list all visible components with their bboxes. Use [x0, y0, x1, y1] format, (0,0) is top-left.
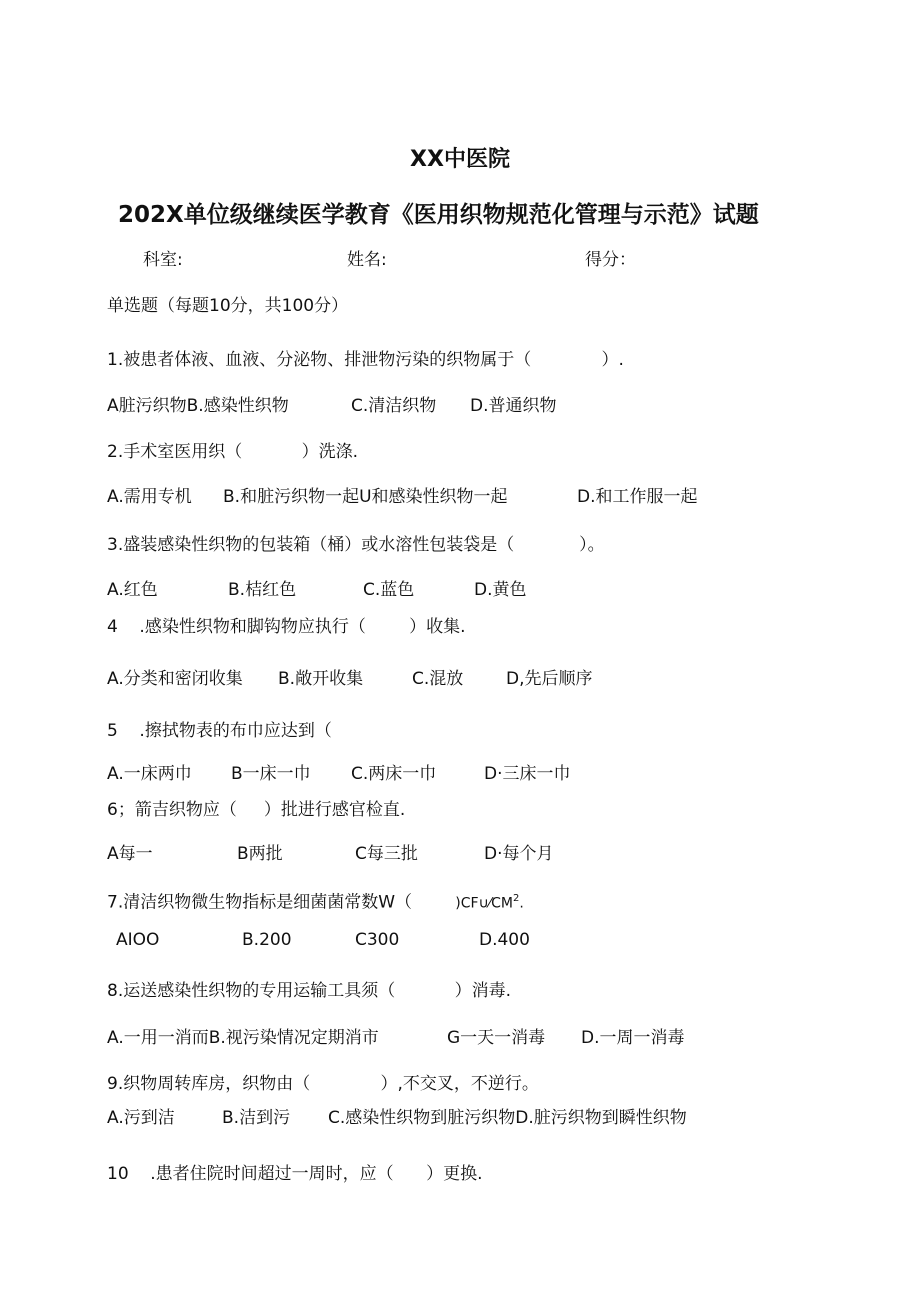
question-9-option: A.污到洁	[107, 1108, 175, 1128]
exam-title: 202X单位级继续医学教育《医用织物规范化管理与示范》试题	[118, 202, 759, 228]
question-7-unit: )CF∪⁄CM	[455, 895, 513, 912]
question-8-option: A.一用一消而B.视污染情况定期消市	[107, 1028, 379, 1048]
question-7-option: D.400	[479, 930, 530, 950]
question-4-option: D,先后顺序	[506, 669, 593, 689]
question-6-option: B两批	[237, 844, 283, 864]
question-8-option: G一天一消毒	[447, 1028, 546, 1048]
name-field-label: 姓名:	[347, 250, 387, 270]
question-1-option: D.普通织物	[470, 396, 557, 416]
question-3-option: D.黄色	[474, 580, 527, 600]
question-1-option: A脏污织物B.感染性织物	[107, 396, 289, 416]
question-8: 8.运送感染性织物的专用运输工具须（ ）消毒.	[107, 981, 512, 1001]
section-heading: 单选题（每题10分，共100分）	[107, 296, 349, 316]
question-3-option: B.桔红色	[228, 580, 297, 600]
question-5-option: B一床一巾	[231, 764, 311, 784]
question-7	[107, 889, 524, 914]
question-1: 1.被患者体液、血液、分泌物、排泄物污染的织物属于（ ）.	[107, 350, 624, 370]
question-5-option: A.一床两巾	[107, 764, 192, 784]
question-7-stem-end: .	[519, 895, 524, 912]
question-7-stem: 7.清洁织物微生物指标是细菌菌常数W（	[107, 892, 456, 913]
question-5-option: D·三床一巾	[484, 764, 571, 784]
question-7-option: C300	[355, 930, 400, 950]
department-field-label: 科室:	[143, 250, 183, 270]
question-4-option: A.分类和密闭收集	[107, 669, 243, 689]
question-1-option: C.清洁织物	[351, 396, 437, 416]
question-3: 3.盛装感染性织物的包装箱（桶）或水溶性包装袋是（ ）。	[107, 535, 605, 555]
hospital-name: XX中医院	[410, 147, 510, 172]
question-2-option: D.和工作服一起	[577, 487, 698, 507]
question-2: 2.手术室医用织（ ）洗涤.	[107, 442, 359, 462]
question-6-option: D·每个月	[484, 844, 554, 864]
question-7-unit-superscript: 2	[513, 893, 520, 904]
question-6-option: A每一	[107, 844, 153, 864]
question-9: 9.织物周转库房，织物由（ ）,不交叉，不逆行。	[107, 1074, 539, 1094]
question-8-option: D.一周一消毒	[581, 1028, 685, 1048]
question-5: 5 .擦拭物表的布巾应达到（	[107, 721, 332, 741]
question-9-option: B.洁到污	[222, 1108, 291, 1128]
question-5-option: C.两床一巾	[351, 764, 437, 784]
score-field-label: 得分：	[585, 250, 636, 270]
question-3-option: C.蓝色	[363, 580, 415, 600]
question-4-option: B.敞开收集	[278, 669, 364, 689]
question-7-option: AIOO	[116, 930, 160, 950]
question-2-option: A.需用专机	[107, 487, 192, 507]
question-10: 10 .患者住院时间超过一周时，应（ ）更换.	[107, 1164, 483, 1184]
question-4: 4 .感染性织物和脚钩物应执行（ ）收集.	[107, 617, 466, 637]
question-9-option: C.感染性织物到脏污织物D.脏污织物到瞬性织物	[328, 1108, 687, 1128]
question-6: 6；箭吉织物应（ ）批进行感官检直.	[107, 800, 406, 820]
question-4-option: C.混放	[412, 669, 464, 689]
question-6-option: C每三批	[355, 844, 418, 864]
question-3-option: A.红色	[107, 580, 158, 600]
question-7-option: B.200	[242, 930, 292, 950]
question-2-option: B.和脏污织物一起U和感染性织物一起	[223, 487, 508, 507]
